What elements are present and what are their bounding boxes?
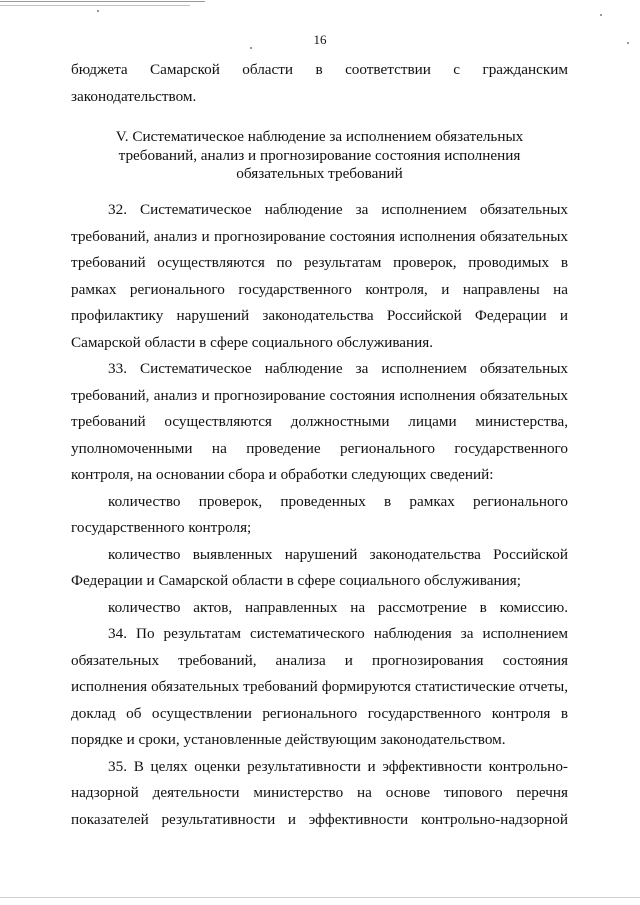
- text-line: профилактику нарушений законодательства Российской Федерации и: [71, 307, 568, 324]
- scan-edge-line: [0, 897, 640, 898]
- scan-speck: [97, 10, 99, 12]
- text-line: надзорной деятельности министерство на основе типового перечня: [71, 784, 568, 801]
- continuation-paragraph: [71, 57, 568, 110]
- text-line: требований осуществляются по результатам проверок, проводимых в: [71, 254, 568, 271]
- list-item: количество актов, направленных на рассмотрение в комиссию.: [108, 598, 568, 616]
- text-line: исполнения обязательных требований формируются статистические отчеты,: [71, 678, 568, 695]
- heading-line: V. Систематическое наблюдение за исполнением обязательных: [115, 128, 524, 145]
- list-item-last-line: государственного контроля;: [71, 519, 252, 536]
- text-line: законодательством.: [71, 87, 197, 105]
- paragraph-first-line: 34. По результатам систематического наблюдения за исполнением: [108, 625, 568, 642]
- text-line: бюджета Самарской области в соответствии с гражданским: [71, 61, 568, 78]
- text-line: доклад об осуществлении регионального государственного контроля в: [71, 704, 568, 722]
- text-line: рамках регионального государственного контроля, и направлены на: [71, 280, 568, 298]
- section-heading: [71, 128, 568, 184]
- text-line: требований, анализ и прогнозирование состояния исполнения обязательных: [71, 227, 568, 245]
- paragraph-first-line: 32. Систематическое наблюдение за исполнением обязательных: [108, 201, 568, 218]
- text-line: требований, анализ и прогнозирование состояния исполнения обязательных: [71, 386, 568, 404]
- scan-edge-line: [0, 5, 190, 6]
- list-item-first-line: количество проверок, проведенных в рамках регионального: [108, 492, 568, 510]
- paragraph-last-line: Самарской области в сфере социального обслуживания.: [71, 333, 434, 351]
- text-line: обязательных требований, анализа и прогнозирования состояния: [71, 651, 568, 669]
- section-body: [71, 197, 568, 833]
- list-item-first-line: количество выявленных нарушений законодательства Российской: [108, 545, 568, 563]
- scan-speck: [600, 14, 602, 16]
- paragraph-first-line: 35. В целях оценки результативности и эффективности контрольно-: [108, 757, 568, 775]
- heading-line: требований, анализ и прогнозирование состояния исполнения: [118, 146, 521, 164]
- text-line: уполномоченными на проведение регионального государственного: [71, 439, 568, 457]
- scan-edge-line: [0, 1, 205, 2]
- page-number: 16: [313, 32, 327, 47]
- list-item-last-line: Федерации и Самарской области в сфере социального обслуживания;: [71, 572, 521, 589]
- text-line: показателей результативности и эффективности контрольно-надзорной: [71, 810, 568, 828]
- text-line: требований осуществляются должностными лицами министерства,: [71, 413, 568, 430]
- paragraph-last-line: контроля, на основании сбора и обработки следующих сведений:: [71, 466, 494, 483]
- paragraph-last-line: порядке и сроки, установленные действующим законодательством.: [71, 731, 506, 748]
- paragraph-first-line: 33. Систематическое наблюдение за исполнением обязательных: [108, 360, 568, 377]
- heading-line: обязательных требований: [236, 165, 403, 182]
